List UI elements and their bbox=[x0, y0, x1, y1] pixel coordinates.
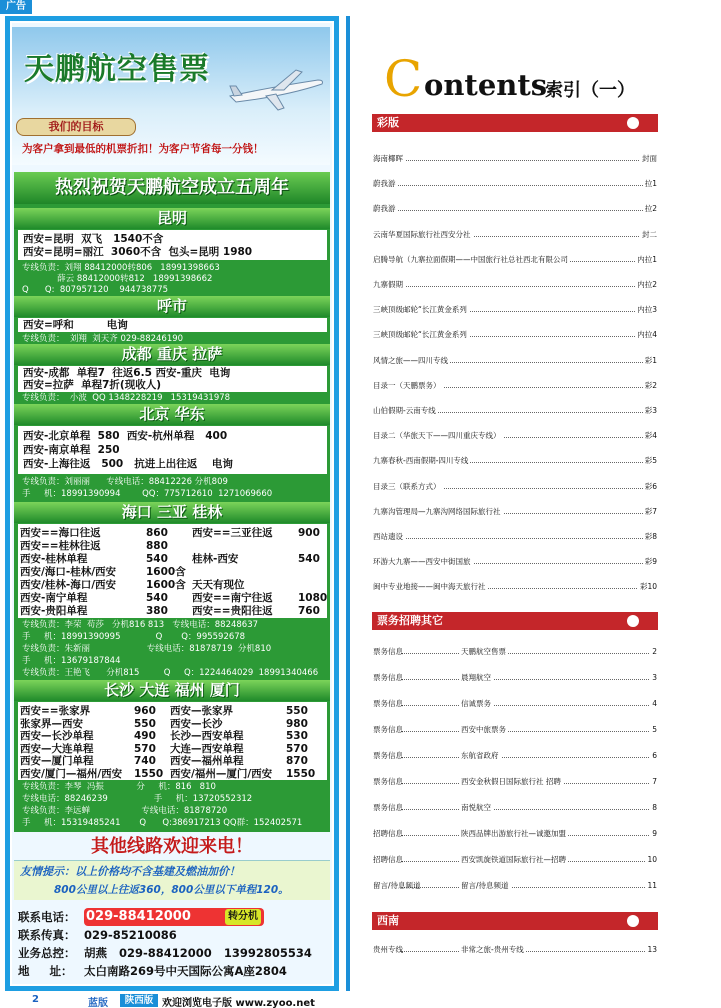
entry-page: 9 bbox=[652, 829, 657, 838]
contents-entry[interactable] bbox=[373, 581, 657, 593]
contents-entry[interactable] bbox=[373, 178, 657, 190]
contents-entry[interactable] bbox=[373, 698, 657, 710]
contents-entry[interactable] bbox=[373, 802, 657, 814]
entry-title: 云南华夏国际旅行社西安分社 bbox=[373, 229, 471, 239]
contents-index-title: 索引（一） bbox=[545, 80, 635, 101]
contact-line: 专线负责：李荣 苟莎 分机816 813 专线电话：88248637 bbox=[22, 620, 259, 630]
entry-title: 目录三（联系方式） bbox=[373, 481, 441, 491]
address-label: 地 址： bbox=[18, 964, 73, 978]
route-line: 西安=拉萨 单程7折(现收人) bbox=[23, 379, 162, 391]
fare-cell: 西安—长沙 bbox=[170, 717, 223, 730]
contact-line: 专线负责：李远蝉 专线电话：81878720 bbox=[22, 806, 228, 816]
tip-line: 友情提示：以上价格均不含基建及燃油加价！ bbox=[20, 865, 240, 878]
route-line: 西安-北京单程 580 西安-杭州单程 400 bbox=[23, 430, 228, 442]
manager-value: 胡燕 029-88412000 13992805534 bbox=[84, 946, 312, 960]
contact-line: 专线负责：朱新丽 专线电话：81878719 分机810 bbox=[22, 644, 272, 654]
contact-line: 专线负责：刘丽丽 专线电话：88412226 分机809 bbox=[22, 477, 228, 487]
entry-page: 封二 bbox=[642, 229, 657, 239]
contents-entry[interactable] bbox=[373, 944, 657, 956]
fare-cell: 西安—长沙单程 bbox=[20, 730, 94, 742]
fare-cell: 西安==南宁往返 bbox=[192, 592, 273, 604]
phone-number[interactable] bbox=[84, 908, 264, 926]
fare-cell: 西安—大连单程 bbox=[20, 742, 94, 755]
entry-title: 目录二（华旅天下——四川重庆专线） bbox=[373, 431, 501, 441]
section-header-color bbox=[372, 114, 658, 132]
phone-value: 029-88412000 bbox=[86, 909, 191, 924]
fare-cell: 870 bbox=[286, 755, 308, 767]
fare-cell: 西安—福州单程 bbox=[170, 755, 244, 767]
contact-line: 薛云 88412000转812 18991398662 bbox=[22, 274, 213, 284]
contact-line: 手 机：18991390995 Q Q：995592678 bbox=[22, 632, 246, 642]
fare-cell: 570 bbox=[286, 742, 308, 755]
phone-tag: 转分机 bbox=[225, 909, 261, 925]
fare-cell: 1550 bbox=[134, 767, 164, 780]
fare-cell: 570 bbox=[134, 742, 156, 755]
band-changsha: 长沙 大连 福州 厦门 bbox=[14, 680, 330, 701]
entry-page: 彩6 bbox=[644, 481, 657, 491]
contact-line: 专线负责：李琴 冯振 分 机：816 810 bbox=[22, 782, 216, 792]
entry-title: 环游大九寨——西安中街国旅 bbox=[373, 557, 471, 567]
entry-page: 彩4 bbox=[644, 431, 657, 441]
fare-cell: 西安==贵阳往返 bbox=[192, 605, 273, 617]
entry-page: 10 bbox=[647, 855, 657, 864]
fare-cell: 550 bbox=[286, 705, 308, 717]
contents-entry[interactable] bbox=[373, 279, 657, 291]
contents-entry[interactable] bbox=[373, 776, 657, 788]
entry-category: 贵州专线 bbox=[373, 945, 403, 954]
fare-cell: 西安/厦门—福州/西安 bbox=[20, 767, 123, 780]
fare-cell: 西安/桂林-海口/西安 bbox=[20, 579, 117, 591]
entry-title: 海南椰晖 bbox=[373, 154, 403, 163]
entry-title: 非常之旅-贵州专线 bbox=[461, 945, 524, 954]
route-line: 西安-上海往返 500 抗进上出往返 电询 bbox=[23, 458, 233, 470]
entry-category: 票务信息 bbox=[373, 777, 403, 786]
entry-title: 闽中专业地接——闽中海天旅行社 bbox=[373, 582, 486, 592]
entry-title: 山伯假期-云南专线 bbox=[373, 406, 436, 415]
entry-title: 目录一（天鹏票务） bbox=[373, 380, 441, 390]
entry-title: 西站遗设 bbox=[373, 532, 403, 541]
fare-cell: 西安—厦门单程 bbox=[20, 755, 94, 767]
dotted-leader bbox=[373, 538, 657, 539]
entry-category: 票务信息 bbox=[373, 803, 403, 812]
contact-line: 专线负责：刘翔 88412000转806 18991398663 bbox=[22, 263, 220, 273]
dotted-leader bbox=[373, 286, 657, 287]
entry-title: 晨翔航空 bbox=[461, 673, 491, 682]
route-line: 西安-南京单程 250 bbox=[23, 444, 120, 456]
entry-category: 票务信息 bbox=[373, 751, 403, 760]
entry-page: 5 bbox=[652, 725, 657, 734]
contents-entry[interactable] bbox=[373, 380, 657, 392]
entry-title: 信诚票务 bbox=[461, 699, 491, 708]
entry-page: 3 bbox=[652, 673, 657, 682]
contents-entry[interactable] bbox=[373, 531, 657, 543]
entry-page: 彩9 bbox=[644, 557, 657, 567]
airplane-icon bbox=[226, 66, 326, 116]
entry-category: 招聘信息 bbox=[373, 829, 403, 838]
divider bbox=[346, 16, 350, 991]
contents-entry[interactable] bbox=[373, 153, 657, 165]
entry-title: 南悦航空 bbox=[461, 803, 491, 812]
entry-page: 彩7 bbox=[644, 506, 657, 516]
contents-entry[interactable] bbox=[373, 646, 657, 658]
contents-entry[interactable] bbox=[373, 430, 657, 442]
entry-page: 4 bbox=[652, 699, 657, 708]
fare-cell: 540 bbox=[298, 553, 320, 565]
dotted-leader bbox=[401, 757, 649, 758]
contents-entry[interactable] bbox=[373, 506, 657, 518]
address-value: 太白南路269号中天国际公寓A座2804 bbox=[84, 964, 287, 978]
entry-title: 九寨沟管理局—九寨沟网络国际旅行社 bbox=[373, 506, 501, 516]
tip-line: 800公里以上往返360，800公里以下单程120。 bbox=[54, 884, 289, 896]
entry-title: 西安中旅票务 bbox=[461, 725, 506, 734]
contents-entry[interactable] bbox=[373, 329, 657, 341]
contents-entry[interactable] bbox=[373, 828, 657, 840]
contact-line: 专线负责： 刘翔 刘天齐 029-88246190 bbox=[22, 334, 184, 344]
fare-cell: 天天有现位 bbox=[192, 579, 245, 591]
fare-cell: 880 bbox=[146, 540, 168, 552]
contact-line: 专线负责：王艳飞 分机815 Q Q：1224464029 18991340466 bbox=[22, 668, 319, 678]
contents-entry[interactable] bbox=[373, 724, 657, 736]
dotted-leader bbox=[373, 210, 657, 211]
fare-cell: 740 bbox=[134, 755, 156, 767]
dotted-leader bbox=[401, 887, 649, 888]
fare-cell: 西安-南宁单程 bbox=[20, 592, 88, 604]
fare-cell: 大连—西安单程 bbox=[170, 742, 244, 755]
ad-slogan: 为客户拿到最低的机票折扣！为客户节省每一分钱！ bbox=[22, 143, 264, 155]
fare-cell: 西安-贵阳单程 bbox=[20, 605, 88, 617]
band-chengdu: 成都 重庆 拉萨 bbox=[14, 344, 330, 365]
contents-entry[interactable] bbox=[373, 880, 657, 892]
entry-title: 留言/待息频道 bbox=[461, 881, 509, 890]
contact-line: 手 机：15319485241 Q Q:386917213 QQ群：152402571 bbox=[22, 818, 303, 828]
entry-page: 6 bbox=[652, 751, 657, 760]
entry-category: 票务信息 bbox=[373, 647, 403, 656]
fare-cell: 540 bbox=[146, 553, 168, 565]
section-header-southwest bbox=[372, 912, 658, 930]
fare-cell: 西安==三亚往返 bbox=[192, 527, 273, 539]
entry-title: 陕西品牌出游旅行社—诚邀加盟 bbox=[461, 829, 566, 838]
entry-page: 8 bbox=[652, 803, 657, 812]
dotted-leader bbox=[373, 185, 657, 186]
contents-entry[interactable] bbox=[373, 304, 657, 316]
entry-page: 内拉2 bbox=[637, 280, 657, 289]
entry-page: 彩10 bbox=[639, 582, 657, 592]
entry-page: 2 bbox=[652, 647, 657, 656]
entry-page: 彩2 bbox=[644, 380, 657, 390]
entry-title: 三峡顶级邮轮“长江黄金系列 bbox=[373, 330, 467, 340]
entry-page: 内拉1 bbox=[637, 254, 657, 264]
fare-cell: 380 bbox=[146, 605, 168, 617]
entry-page: 彩5 bbox=[644, 456, 657, 466]
contents-entry[interactable] bbox=[373, 405, 657, 417]
fax-value: 029-85210086 bbox=[84, 928, 177, 942]
entry-page: 内拉3 bbox=[637, 305, 657, 315]
contact-line: 专线负责： 小波 QQ 1348228219 15319431978 bbox=[22, 393, 231, 403]
fare-cell: 西安/海口-桂林/西安 bbox=[20, 566, 117, 578]
contents-entry[interactable] bbox=[373, 750, 657, 762]
contents-title: ontents bbox=[424, 68, 548, 102]
phone-label: 联系电话： bbox=[18, 910, 76, 924]
other-routes-banner: 其他线路欢迎来电！ bbox=[91, 836, 253, 857]
route-line: 西安=昆明 双飞 1540不含 bbox=[23, 233, 164, 245]
fare-cell: 1600含 bbox=[146, 579, 186, 591]
province-tag: 陕西版 bbox=[120, 994, 158, 1007]
dotted-leader bbox=[401, 653, 649, 654]
fare-cell: 980 bbox=[286, 717, 308, 730]
footer-note[interactable]: 欢迎浏览电子版 www.zyoo.net bbox=[162, 998, 315, 1008]
entry-title: 蔚我游 bbox=[373, 179, 396, 189]
section-header-tickets bbox=[372, 612, 658, 630]
entry-category: 票务信息 bbox=[373, 673, 403, 682]
circle-icon bbox=[627, 915, 639, 927]
band-haikou: 海口 三亚 桂林 bbox=[14, 502, 330, 523]
ad-tag: 广告 bbox=[0, 0, 32, 14]
page-number: 2 bbox=[32, 994, 39, 1005]
entry-title: 三峡顶级邮轮“长江黄金系列 bbox=[373, 305, 467, 315]
entry-page: 拉1 bbox=[644, 179, 657, 189]
fare-cell: 530 bbox=[286, 730, 308, 742]
circle-icon bbox=[627, 615, 639, 627]
contents-entry[interactable] bbox=[373, 229, 657, 241]
entry-title: 九寨春秋-西南假期-四川专线 bbox=[373, 456, 469, 466]
fare-cell: 900 bbox=[298, 527, 320, 539]
dotted-leader bbox=[401, 731, 649, 732]
dotted-leader bbox=[373, 160, 657, 161]
section-title: 票务招聘其它 bbox=[377, 614, 443, 627]
fare-cell: 长沙—西安单程 bbox=[170, 730, 244, 742]
contents-entry[interactable] bbox=[373, 481, 657, 493]
entry-page: 内拉4 bbox=[637, 330, 657, 340]
contents-initial: C bbox=[384, 50, 423, 108]
fare-cell: 540 bbox=[146, 592, 168, 604]
ad-title: 天鹏航空售票 bbox=[24, 52, 210, 87]
entry-page: 彩3 bbox=[644, 406, 657, 415]
fare-cell: 西安-桂林单程 bbox=[20, 553, 88, 565]
entry-category: 票务信息 bbox=[373, 699, 403, 708]
contents-entry[interactable] bbox=[373, 556, 657, 568]
fare-cell: 1080 bbox=[298, 592, 328, 604]
entry-title: 风情之旅——四川专线 bbox=[373, 355, 448, 365]
entry-title: 天鹏航空售票 bbox=[461, 647, 506, 656]
contact-line: 手 机：18991390994 QQ：775712610 1271069660 bbox=[22, 489, 273, 499]
route-line: 西安=昆明=丽江 3060不含 包头=昆明 1980 bbox=[23, 246, 253, 258]
fare-cell: 550 bbox=[134, 717, 156, 730]
fare-cell: 西安==海口往返 bbox=[20, 527, 101, 539]
fare-cell: 张家界—西安 bbox=[20, 717, 83, 730]
route-line: 西安=呼和 电询 bbox=[23, 319, 128, 331]
fax-label: 联系传真： bbox=[18, 928, 76, 942]
entry-title: 启腾导航（九寨拉面假期——中国旅行社总社西北有限公司 bbox=[373, 254, 568, 264]
band-kunming: 昆明 bbox=[14, 208, 330, 229]
manager-label: 业务总控： bbox=[18, 946, 76, 960]
entry-title: 西安金秋假日国际旅行社 招聘 bbox=[461, 777, 561, 786]
entry-page: 彩8 bbox=[644, 532, 657, 541]
fare-cell: 760 bbox=[298, 605, 320, 617]
entry-title: 蔚我游 bbox=[373, 204, 396, 214]
section-title: 西南 bbox=[377, 914, 399, 927]
band-huhehaote: 呼市 bbox=[14, 296, 330, 317]
contents-entry[interactable] bbox=[373, 854, 657, 866]
dotted-leader bbox=[401, 705, 649, 706]
band-beijing: 北京 华东 bbox=[14, 404, 330, 425]
entry-category: 票务信息 bbox=[373, 725, 403, 734]
entry-category: 留言/待息频道 bbox=[373, 881, 421, 890]
contact-line: 专线电话：88246239 手 机：13720552312 bbox=[22, 794, 253, 804]
fare-cell: 西安/福州—厦门/西安 bbox=[170, 767, 273, 780]
section-title: 彩版 bbox=[377, 116, 399, 129]
entry-category: 招聘信息 bbox=[373, 855, 403, 864]
fare-cell: 1600含 bbox=[146, 566, 186, 578]
fare-cell: 960 bbox=[134, 705, 156, 717]
contact-line: 手 机：13679187844 bbox=[22, 656, 121, 666]
contents-entry[interactable] bbox=[373, 254, 657, 266]
entry-title: 西安凯旋铁道国际旅行社—招聘 bbox=[461, 855, 566, 864]
fare-cell: 860 bbox=[146, 527, 168, 539]
section-name: 蓝版 bbox=[88, 998, 108, 1008]
fare-cell: 490 bbox=[134, 730, 156, 742]
contents-entry[interactable] bbox=[373, 203, 657, 215]
entry-page: 彩1 bbox=[644, 355, 657, 365]
entry-page: 7 bbox=[652, 777, 657, 786]
entry-title: 九寨假期 bbox=[373, 280, 403, 289]
fare-cell: 西安==张家界 bbox=[20, 705, 91, 717]
goal-badge: 我们的目标 bbox=[16, 118, 136, 136]
route-line: 西安-成都 单程7 往返6.5 西安-重庆 电询 bbox=[23, 367, 231, 379]
dotted-leader bbox=[401, 679, 649, 680]
fare-cell: 西安—张家界 bbox=[170, 705, 233, 717]
entry-page: 13 bbox=[647, 945, 657, 954]
fare-cell: 西安==桂林往返 bbox=[20, 540, 101, 552]
entry-page: 11 bbox=[647, 881, 657, 890]
entry-page: 拉2 bbox=[644, 204, 657, 214]
entry-title: 东航省政府 bbox=[461, 751, 499, 760]
entry-page: 封面 bbox=[642, 154, 657, 163]
contents-entry[interactable] bbox=[373, 455, 657, 467]
celebrate-banner: 热烈祝贺天鹏航空成立五周年 bbox=[14, 172, 330, 204]
fare-cell: 桂林-西安 bbox=[192, 553, 239, 565]
contents-entry[interactable] bbox=[373, 672, 657, 684]
circle-icon bbox=[627, 117, 639, 129]
contents-entry[interactable] bbox=[373, 355, 657, 367]
fare-cell: 1550 bbox=[286, 767, 316, 780]
dotted-leader bbox=[401, 809, 649, 810]
contact-line: Q Q: 807957120 944738775 bbox=[22, 285, 169, 295]
